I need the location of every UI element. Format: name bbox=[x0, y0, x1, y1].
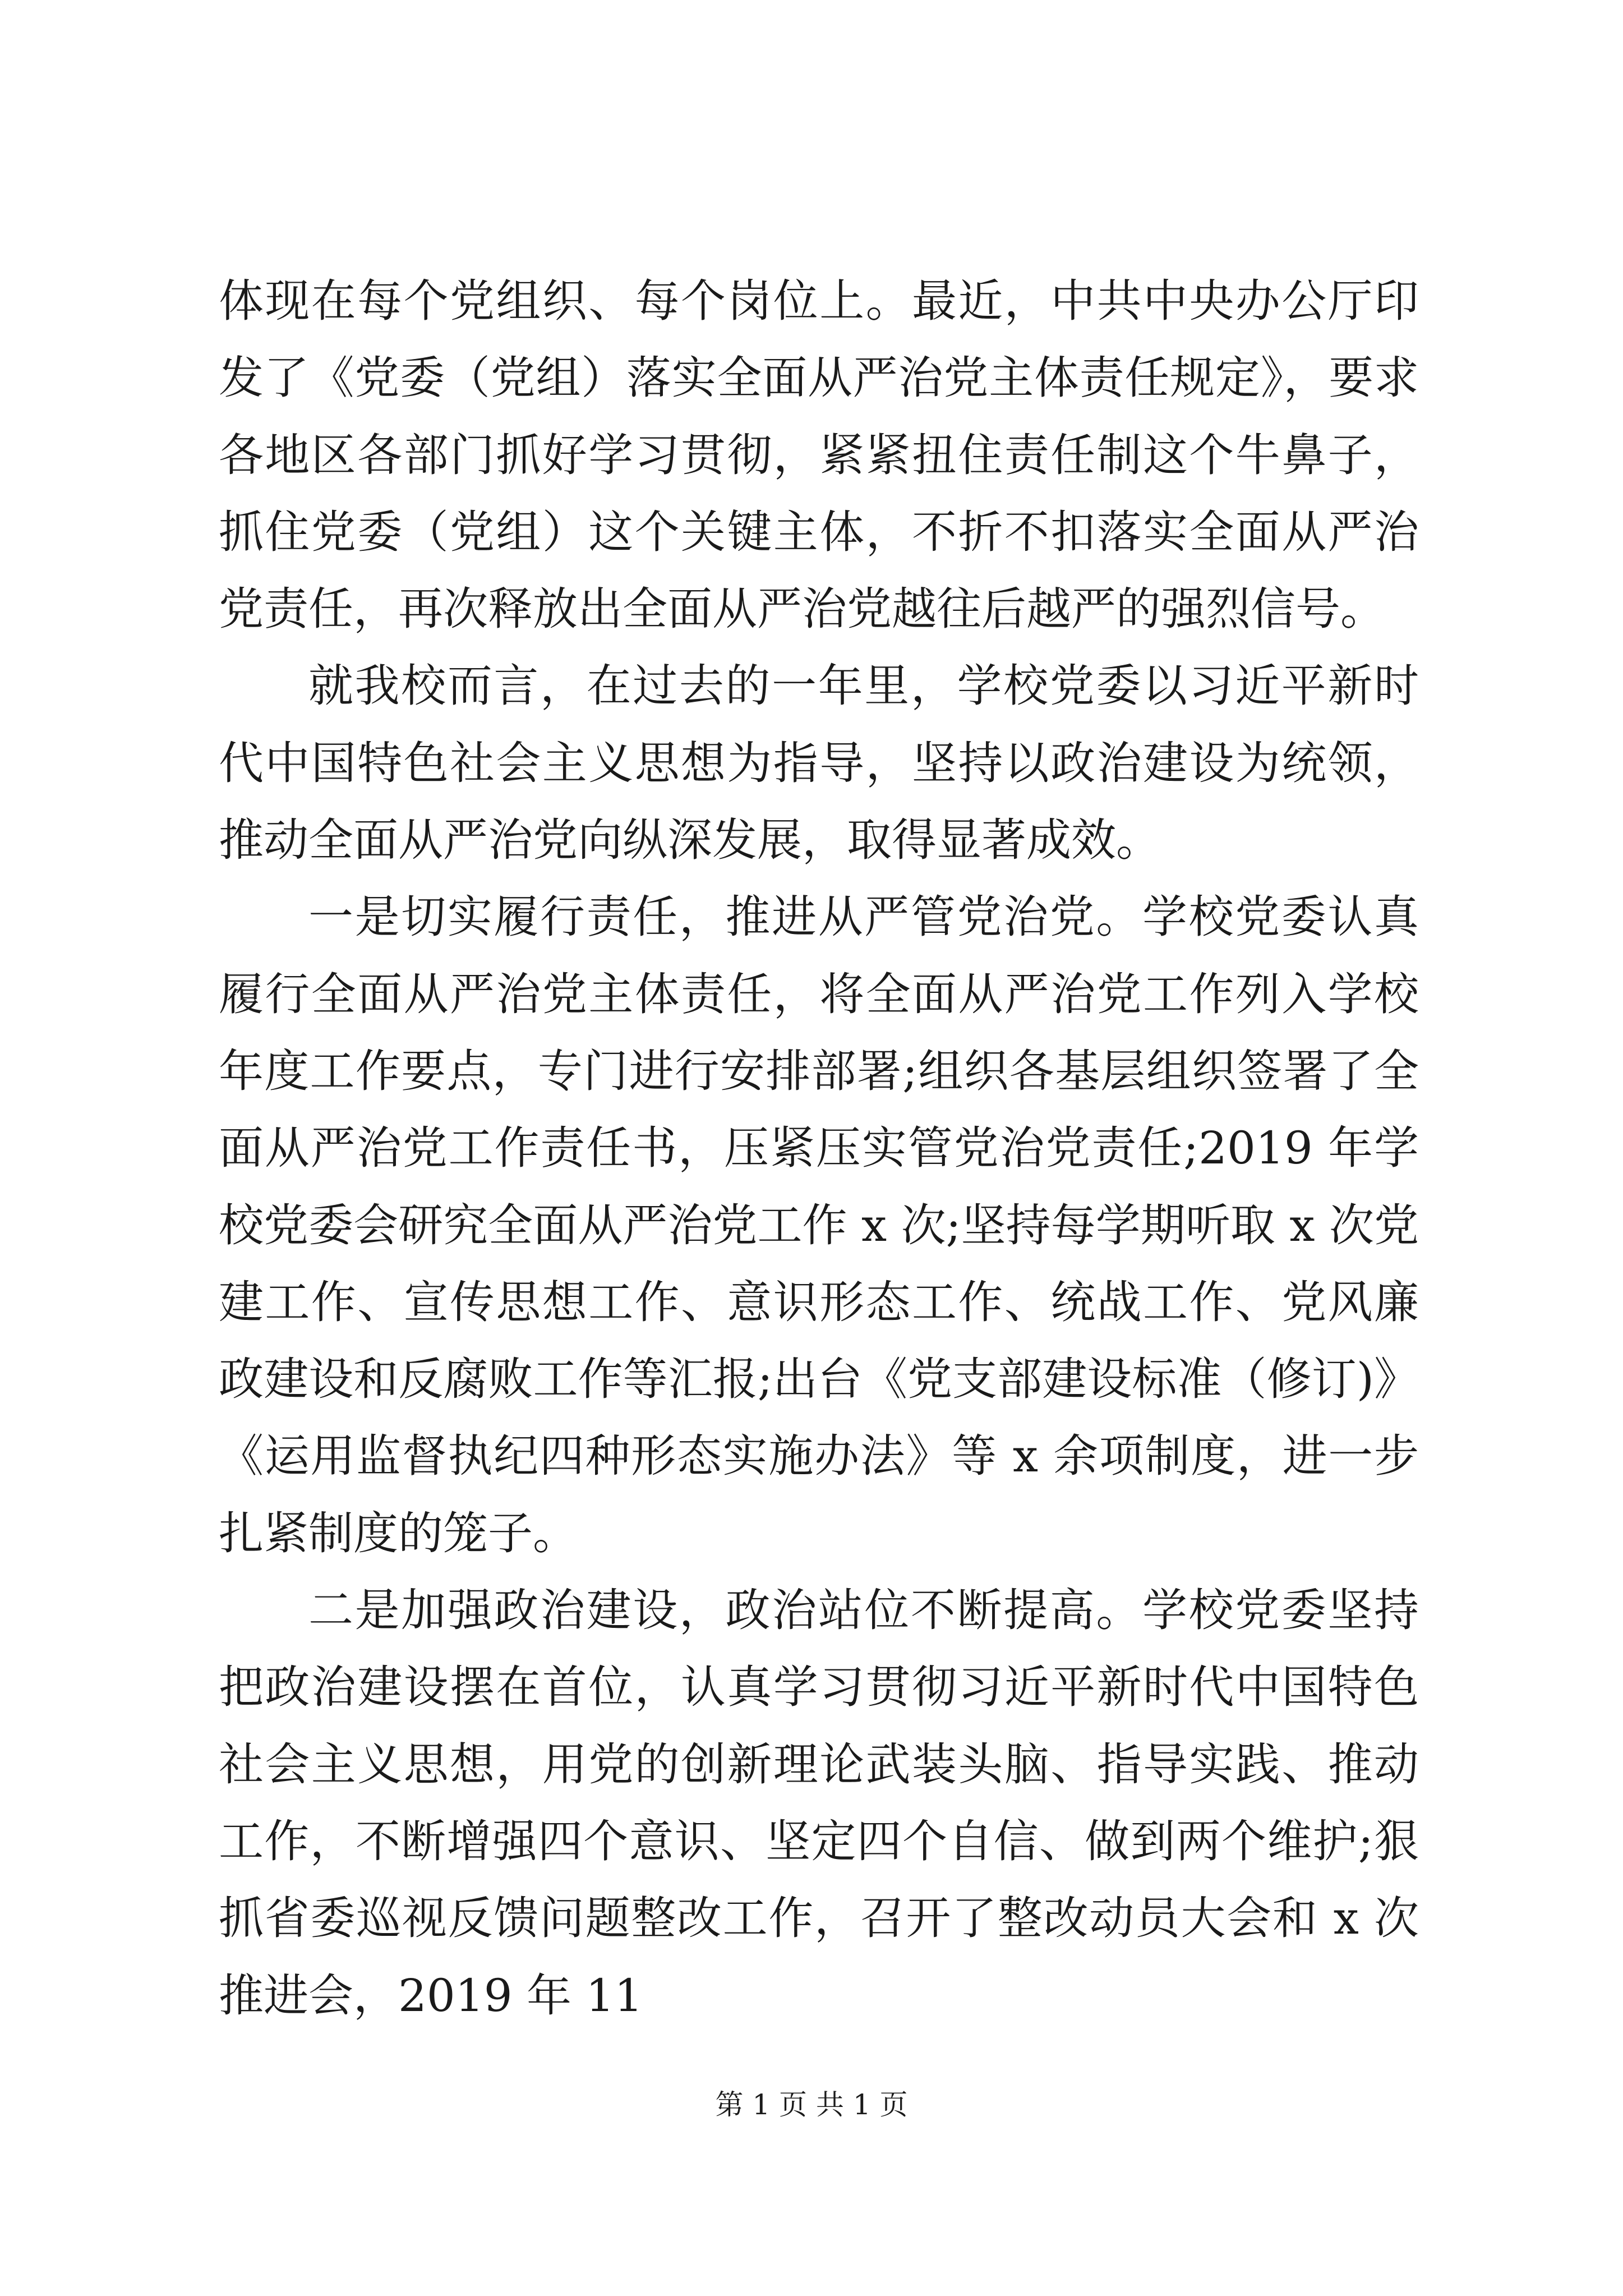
paragraph-continuation: 体现在每个党组织、每个岗位上。最近，中共中央办公厅印发了《党委（党组）落实全面从严治党主体责任规定》，要求各地区各部门抓好学习贯彻，紧紧扭住责任制这个牛鼻子，抓住党委（党组）这个关键主体，不折不扣落实全面从严治党责任，再次释放出全面从严治党越往后越严的强烈信号。 bbox=[219, 275, 1419, 636]
paragraph-point-one: 一是切实履行责任，推进从严管党治党。学校党委认真履行全面从严治党主体责任，将全面从严治党工作列入学校年度工作要点，专门进行安排部署;组织各基层组织签署了全面从严治党工作责任书，压紧压实管党治党责任;2019 年学校党委会研究全面从严治党工作 x 次;坚持每学期听取 x 次党建工作、宣传思想工作、意识形态工作、统战工作、党风廉政建设和反腐败工作等汇报;出台《党支部建设标准（修订)》《运用监督执纪四种形态实施办法》等 x 余项制度，进一步扎紧制度的笼子。 bbox=[219, 891, 1419, 1559]
paragraph-school-overview: 就我校而言，在过去的一年里，学校党委以习近平新时代中国特色社会主义思想为指导，坚持以政治建设为统领，推动全面从严治党向纵深发展，取得显著成效。 bbox=[219, 660, 1419, 867]
page-footer: 第 1 页 共 1 页 bbox=[715, 2088, 908, 2121]
document-body bbox=[219, 263, 1419, 2034]
paragraph-point-two: 二是加强政治建设，政治站位不断提高。学校党委坚持把政治建设摆在首位，认真学习贯彻习近平新时代中国特色社会主义思想，用党的创新理论武装头脑、指导实践、推动工作，不断增强四个意识、坚定四个自信、做到两个维护;狠抓省委巡视反馈问题整改工作，召开了整改动员大会和 x 次推进会，2019 年 11 bbox=[219, 1584, 1419, 2022]
